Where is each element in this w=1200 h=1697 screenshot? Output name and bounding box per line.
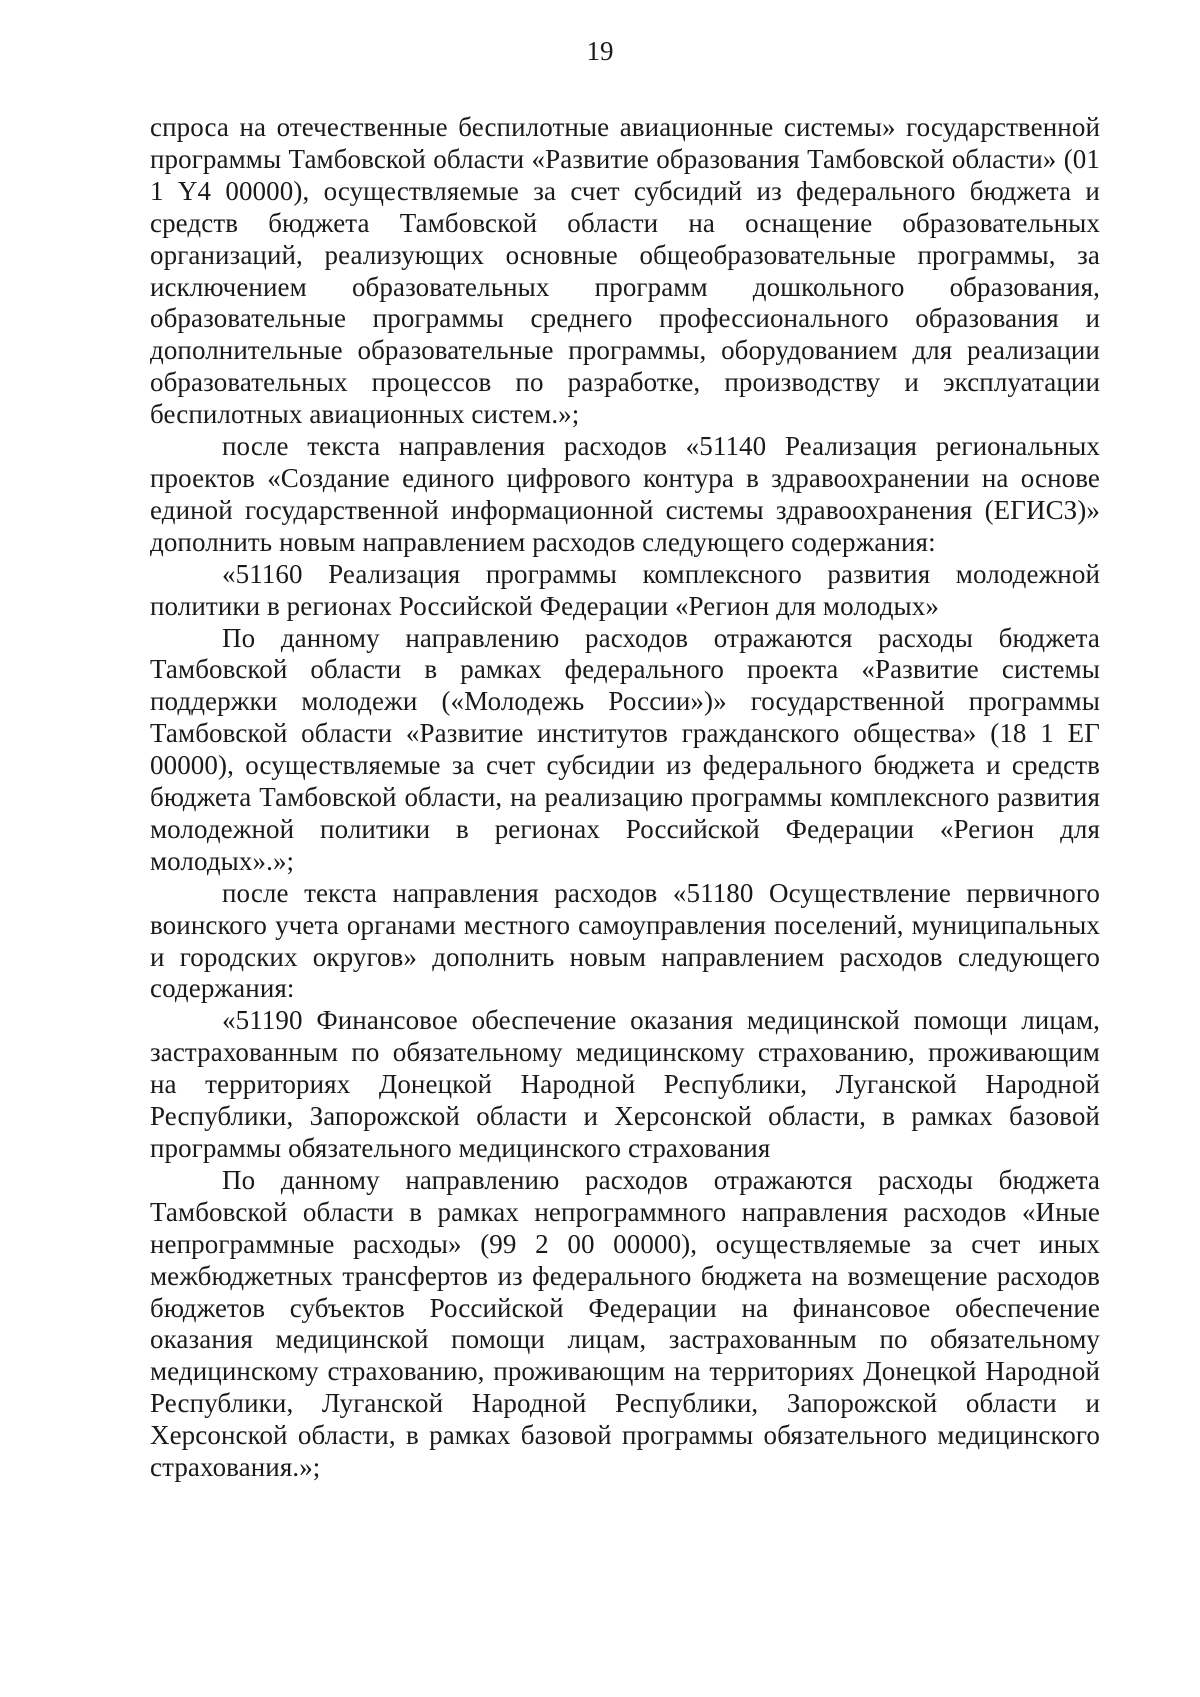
- paragraph-heading-51190: «51190 Финансовое обеспечение оказания медицинской помощи лицам, застрахованным по обязательному медицинскому страхованию, проживающим на территориях Донецкой Народной Республики, Луганской Народной Республики, Запорожской области и Херсонской области, в рамках базовой программы обязательного медицинского страхования: [150, 1005, 1100, 1163]
- paragraph-description-51190: По данному направлению расходов отражаются расходы бюджета Тамбовской области в рамках непрограммного направления расходов «Иные непрограммные расходы» (99 2 00 00000), осуществляемые за счет иных межбюджетных трансфертов из федерального бюджета на возмещение расходов бюджетов субъектов Российской Федерации на финансовое обеспечение оказания медицинской помощи лицам, застрахованным по обязательному медицинскому страхованию, проживающим на территориях Донецкой Народной Республики, Луганской Народной Республики, Запорожской области и Херсонской области, в рамках базовой программы обязательного медицинского страхования.»;: [150, 1164, 1100, 1483]
- document-body: [150, 112, 1100, 1484]
- page-number: 19: [586, 36, 614, 66]
- paragraph-amendment-51140: после текста направления расходов «51140 Реализация региональных проектов «Создание единого цифрового контура в здравоохранении на основе единой государственной информационной системы здравоохранения (ЕГИСЗ)» дополнить новым направлением расходов следующего содержания:: [150, 431, 1100, 557]
- paragraph-description-51160: По данному направлению расходов отражаются расходы бюджета Тамбовской области в рамках федерального проекта «Развитие системы поддержки молодежи («Молодежь России»)» государственной программы Тамбовской области «Развитие институтов гражданского общества» (18 1 ЕГ 00000), осуществляемые за счет субсидии из федерального бюджета и средств бюджета Тамбовской области, на реализацию программы комплексного развития молодежной политики в регионах Российской Федерации «Регион для молодых».»;: [150, 622, 1100, 876]
- paragraph-amendment-51180: после текста направления расходов «51180 Осуществление первичного воинского учета органами местного самоуправления поселений, муниципальных и городских округов» дополнить новым направлением расходов следующего содержания:: [150, 877, 1100, 1004]
- paragraph-continuation: спроса на отечественные беспилотные авиационные системы» государственной программы Тамбовской области «Развитие образования Тамбовской области» (01 1 Y4 00000), осуществляемые за счет субсидий из федерального бюджета и средств бюджета Тамбовской области на оснащение образовательных организаций, реализующих основные общеобразовательные программы, за исключением образовательных программ дошкольного образования, образовательные программы среднего профессионального образования и дополнительные образовательные программы, оборудованием для реализации образовательных процессов по разработке, производству и эксплуатации беспилотных авиационных систем.»;: [150, 112, 1100, 430]
- paragraph-heading-51160: «51160 Реализация программы комплексного развития молодежной политики в регионах Российской Федерации «Регион для молодых»: [150, 558, 1100, 621]
